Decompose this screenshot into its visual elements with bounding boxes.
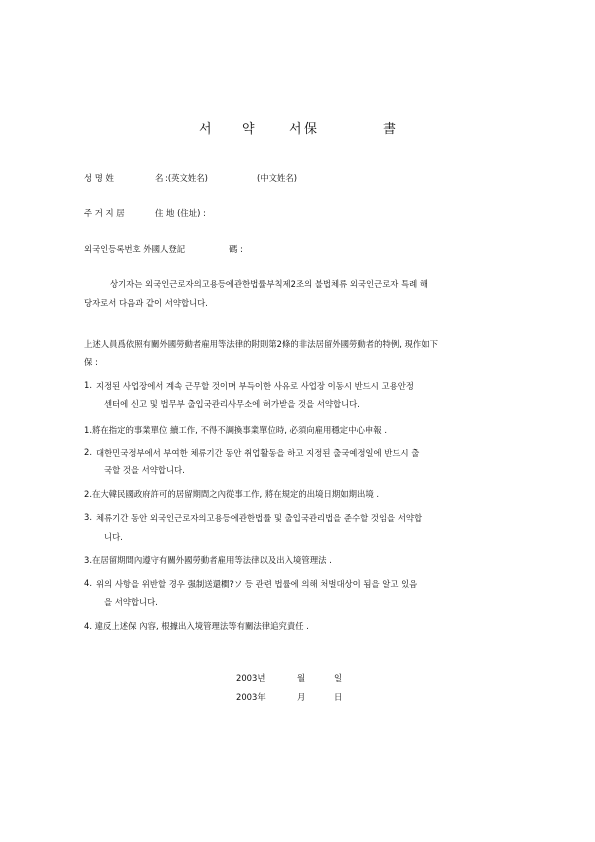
item-3-line-1: 체류기간 동안 외국인근로자의고용등에관한법률 및 출입국관리법을 준수할 것임을 서약합 [96, 513, 423, 523]
chinese-intro-line-1: 上述人員爲依照有關外國勞動者雇用等法律的附則第2條的非法居留外國勞動者的特例, 現作如下 [84, 339, 439, 349]
date-month-ko: 월 [297, 673, 306, 683]
name-label: 성 명 姓 [84, 173, 114, 183]
address-label: 주 거 지 居 [84, 208, 125, 218]
item-2-line-2: 국할 것을 서약합니다. [104, 465, 185, 475]
title-char-5: 書 [383, 122, 397, 137]
english-name-field: :(英文姓名) [165, 173, 208, 183]
item-4-number: 4. [84, 578, 92, 588]
korean-intro-line-1: 상기자는 외국인근로자의고용등에관한법률부칙제2조의 불법체류 외국인근로자 특례 해 [110, 279, 428, 289]
address-field: 住 地 (住址) : [155, 208, 206, 218]
item-3-number: 3. [84, 512, 92, 522]
document-title [0, 118, 595, 138]
date-month-zh: 月 [297, 692, 306, 702]
item-4-line-1: 위의 사항을 위반할 경우 强制送還橺?ソ 등 관련 법률에 의해 처벌대상이 됨을 알고 있음 [96, 579, 418, 589]
item-1-chinese: 1.將在指定的事業單位 續工作, 不得不調換事業單位時, 必須向雇用穩定中心申報 . [84, 425, 387, 435]
item-4-chinese: 4. 違反上述保 內容, 根據出入境管理法等有關法律追究責任 . [84, 621, 309, 631]
title-char-3: 서 [289, 122, 302, 137]
item-1-line-1: 지정된 사업장에서 계속 근무할 것이며 부득이한 사유로 사업장 이동시 반드시 고용안정 [96, 381, 414, 391]
item-1-line-2: 센터에 신고 및 법무부 출입국관리사무소에 허가받을 것을 서약합니다. [104, 399, 360, 409]
item-4-line-2: 을 서약합니다. [104, 597, 158, 607]
date-day-ko: 일 [334, 673, 343, 683]
date-day-zh: 日 [334, 692, 343, 702]
date-year-zh: 2003年 [236, 692, 266, 702]
item-2-chinese: 2.在大韓民國政府許可的居留期間之內從事工作, 將在規定的出境日期如期出境 . [84, 489, 380, 499]
korean-intro-line-2: 당자로서 다음과 같이 서약합니다. [84, 298, 208, 308]
title-char-4: 保 [304, 122, 318, 137]
date-year-ko: 2003년 [236, 673, 266, 683]
chinese-name-field: (中文姓名) [257, 173, 298, 183]
name-label-suffix: 名 [155, 173, 164, 183]
chinese-intro-line-2: 保 : [84, 357, 98, 367]
item-3-line-2: 니다. [104, 532, 123, 542]
item-3-chinese: 3.在居留期間內遵守有關外國勞動者雇用等法律以及出入境管理法 . [84, 555, 332, 565]
registration-field: 碼 : [229, 244, 243, 254]
title-char-1: 서 [199, 122, 212, 137]
title-char-2: 약 [242, 122, 255, 137]
item-1-number: 1. [84, 380, 92, 390]
item-2-line-1: 대한민국정부에서 부여한 체류기간 동안 취업활동을 하고 지정된 출국예정일에 반드시 출 [96, 448, 420, 458]
registration-label: 외국인등록번호 外國人登記 [84, 244, 186, 254]
item-2-number: 2. [84, 447, 92, 457]
